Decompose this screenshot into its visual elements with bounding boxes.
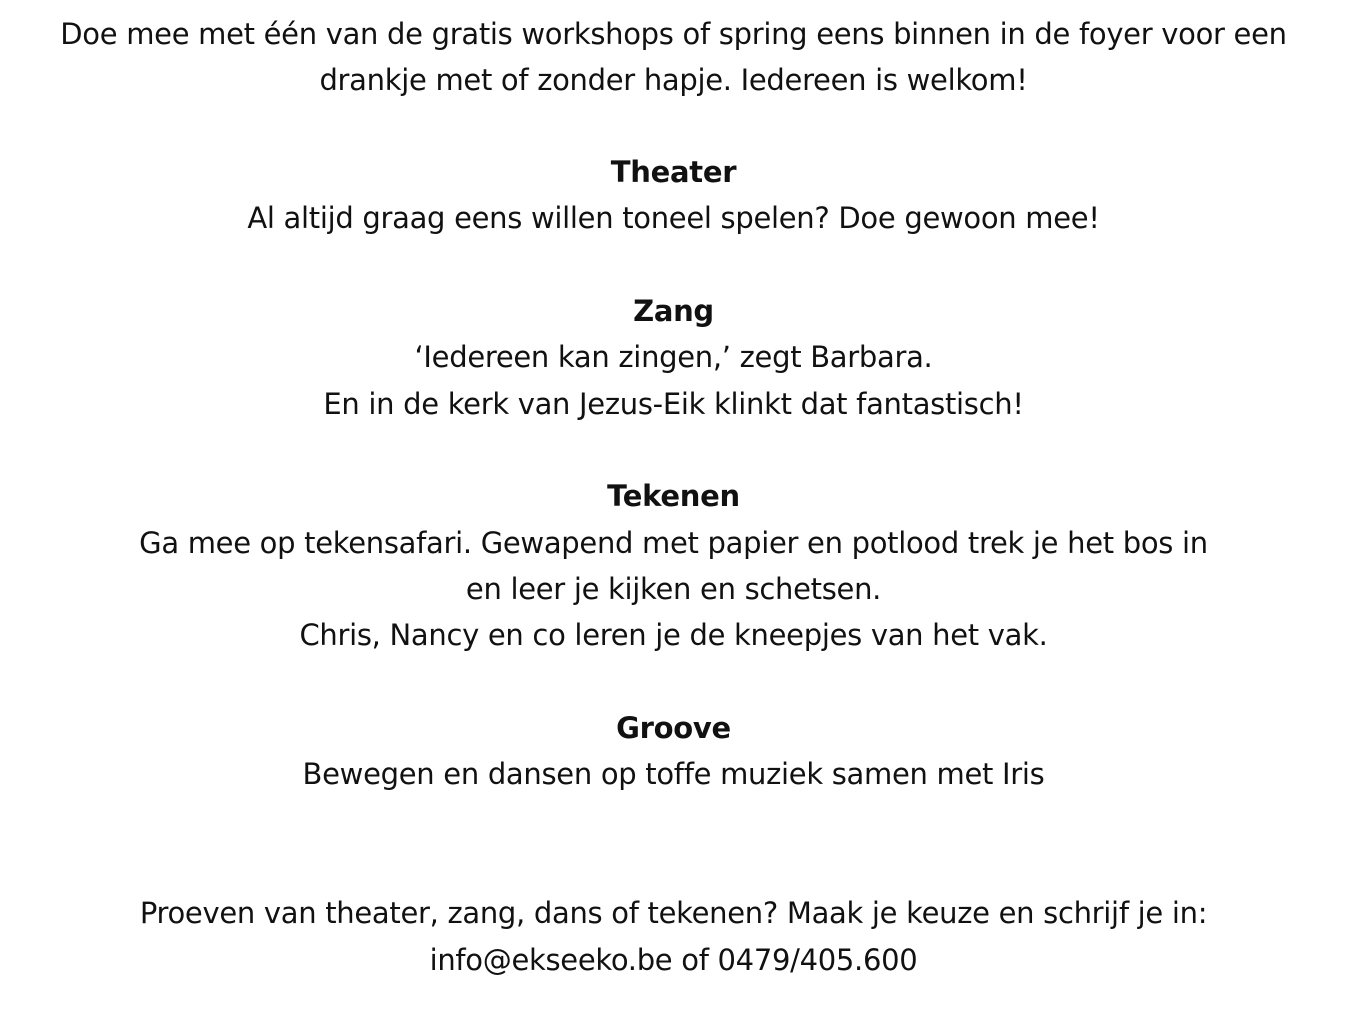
tekenen-description-line-3: Chris, Nancy en co leren je de kneepjes van het vak. [299, 618, 1048, 652]
zang-description-line-1: ‘Iedereen kan zingen,’ zegt Barbara. [414, 340, 933, 374]
contact-info: info@ekseeko.be of 0479/405.600 [429, 943, 918, 977]
tekenen-description-line-1: Ga mee op tekensafari. Gewapend met papier en potlood trek je het bos in [139, 526, 1208, 560]
section-title-theater: Theater [610, 155, 737, 189]
section-title-zang: Zang [633, 294, 714, 328]
signup-call-to-action: Proeven van theater, zang, dans of tekenen? Maak je keuze en schrijf je in: [139, 896, 1208, 930]
zang-description-line-2: En in de kerk van Jezus-Eik klinkt dat fantastisch! [323, 387, 1024, 421]
groove-description: Bewegen en dansen op toffe muziek samen met Iris [302, 757, 1045, 791]
intro-line-1: Doe mee met één van de gratis workshops of spring eens binnen in de foyer voor een [60, 17, 1287, 51]
section-title-groove: Groove [616, 711, 731, 745]
section-title-tekenen: Tekenen [607, 479, 740, 513]
tekenen-description-line-2: en leer je kijken en schetsen. [465, 572, 882, 606]
intro-line-2: drankje met of zonder hapje. Iedereen is welkom! [319, 63, 1028, 97]
theater-description: Al altijd graag eens willen toneel spelen? Doe gewoon mee! [247, 201, 1100, 235]
